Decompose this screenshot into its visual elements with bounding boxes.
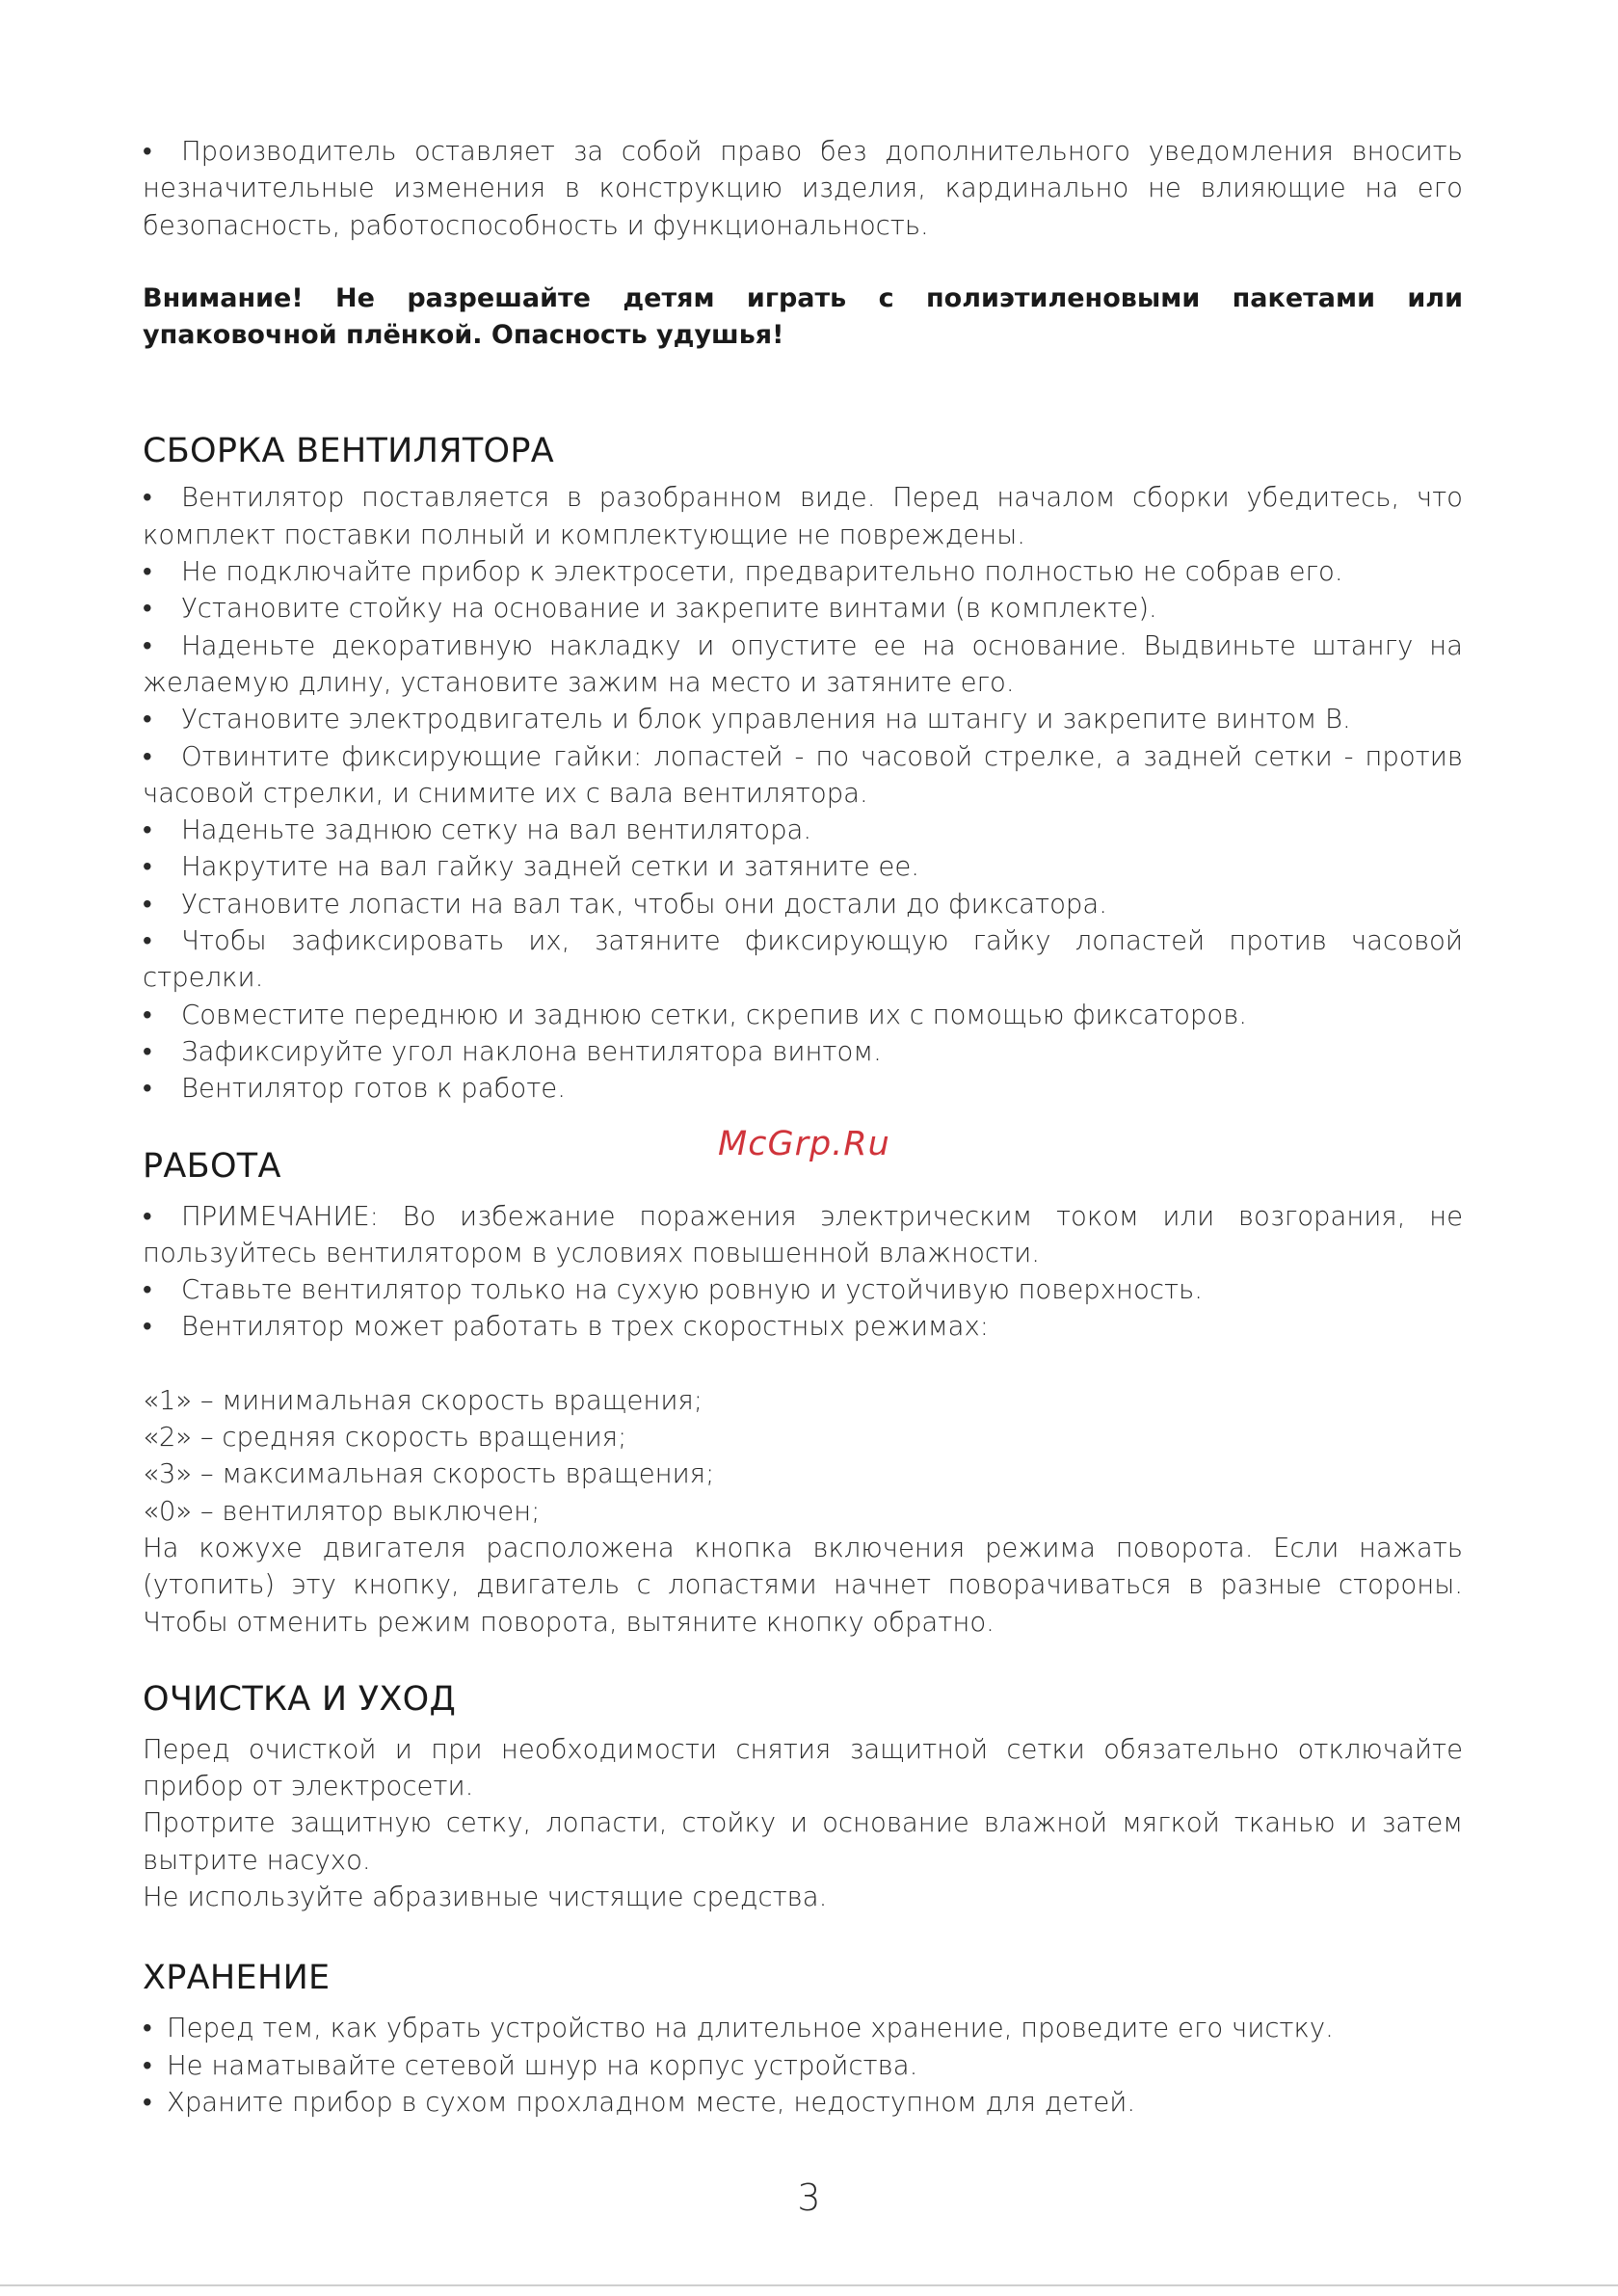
cleaning-paragraph: Не используйте абразивные чистящие средства.: [143, 1881, 828, 1912]
spacer: [143, 1346, 1463, 1382]
section-title-cleaning: ОЧИСТКА И УХОД: [143, 1679, 457, 1719]
list-item: • Перед тем, как убрать устройство на длительное хранение, проведите его чистку.: [143, 2010, 1463, 2046]
list-item: • Не наматывайте сетевой шнур на корпус устройства.: [143, 2047, 1463, 2084]
list-item: • Накрутите на вал гайку задней сетки и затяните ее.: [143, 848, 1463, 885]
page-number: 3: [797, 2176, 821, 2219]
list-item: • Чтобы зафиксировать их, затяните фиксирующую гайку лопастей против часовой стрелки.: [143, 922, 1463, 997]
section-title-work: РАБОТА: [143, 1146, 281, 1186]
list-item: • Установите стойку на основание и закрепите винтами (в комплекте).: [143, 590, 1463, 627]
list-item: • Наденьте заднюю сетку на вал вентилятора.: [143, 812, 1463, 848]
speed-mode: «0» – вентилятор выключен;: [143, 1495, 541, 1527]
list-item: • Установите электродвигатель и блок управления на штангу и закрепите винтом В.: [143, 701, 1463, 737]
speed-mode: «3» – максимальная скорость вращения;: [143, 1458, 715, 1490]
cleaning-paragraph: Протрите защитную сетку, лопасти, стойку и основание влажной мягкой тканью и затем вытрите насухо.: [143, 1807, 1463, 1876]
child-safety-warning: Внимание! Не разрешайте детям играть с полиэтиленовыми пакетами или упаковочной плёнкой. Опасность удушья!: [143, 282, 1463, 351]
section-title-assembly: СБОРКА ВЕНТИЛЯТОРА: [143, 432, 555, 471]
cleaning-paragraph: Перед очисткой и при необходимости снятия защитной сетки обязательно отключайте прибор от электросети.: [143, 1733, 1463, 1802]
list-item: • Вентилятор может работать в трех скоростных режимах:: [143, 1308, 1463, 1345]
speed-mode: «2» – средняя скорость вращения;: [143, 1422, 627, 1454]
list-item: • Отвинтите фиксирующие гайки: лопастей - по часовой стрелке, а задней сетки - против часовой стрелки, и снимите их с вала вентилятора.: [143, 738, 1463, 813]
list-item: • Не подключайте прибор к электросети, предварительно полностью не собрав его.: [143, 553, 1463, 590]
list-item: • Вентилятор поставляется в разобранном виде. Перед началом сборки убедитесь, что комплект поставки полный и комплектующие не повреждены.: [143, 479, 1463, 553]
list-item: • Ставьте вентилятор только на сухую ровную и устойчивую поверхность.: [143, 1271, 1463, 1308]
list-item: • Наденьте декоративную накладку и опустите ее на основание. Выдвиньте штангу на желаемую длину, установите зажим на место и затяните его.: [143, 627, 1463, 702]
manufacturer-notice: • Производитель оставляет за собой право без дополнительного уведомления вносить незначительные изменения в конструкцию изделия, кардинально не влияющие на его безопасность, работоспособность и функциональность.: [143, 133, 1463, 244]
section-title-storage: ХРАНЕНИЕ: [143, 1959, 331, 1998]
speed-mode: «1» – минимальная скорость вращения;: [143, 1384, 703, 1416]
rotation-description: На кожухе двигателя расположена кнопка включения режима поворота. Если нажать (утопить) эту кнопку, двигатель с лопастями начнет поворачиваться в разные стороны. Чтобы отменить режим поворота, вытяните кнопку обратно.: [143, 1532, 1463, 1638]
watermark-link[interactable]: McGrp.Ru: [718, 1125, 890, 1163]
list-item: • Установите лопасти на вал так, чтобы они достали до фиксатора.: [143, 886, 1463, 922]
page-edge-divider: [0, 2284, 1618, 2286]
list-item: • Вентилятор готов к работе.: [143, 1070, 1463, 1107]
list-item: • Совместите переднюю и заднюю сетки, скрепив их с помощью фиксаторов.: [143, 997, 1463, 1033]
list-item: • Зафиксируйте угол наклона вентилятора винтом.: [143, 1033, 1463, 1070]
list-item: • Храните прибор в сухом прохладном месте, недоступном для детей.: [143, 2084, 1463, 2121]
list-item: • ПРИМЕЧАНИЕ: Во избежание поражения электрическим током или возгорания, не пользуйтесь вентилятором в условиях повышенной влажности.: [143, 1198, 1463, 1272]
